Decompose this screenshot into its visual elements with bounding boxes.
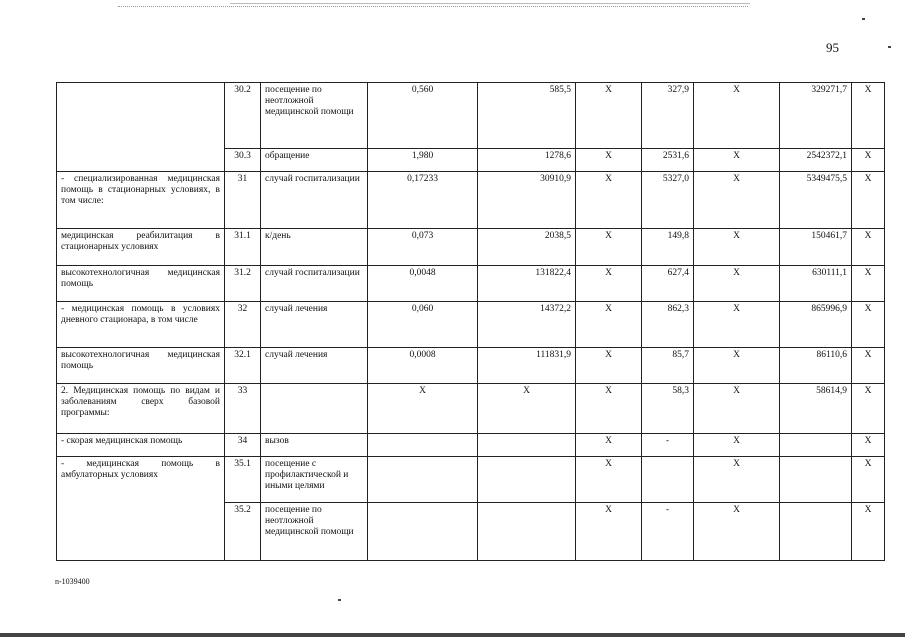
row-unit: случай госпитализации bbox=[261, 172, 368, 229]
cell-v1 bbox=[368, 503, 478, 561]
cell-v5: X bbox=[694, 229, 780, 266]
cell-v6: 329271,7 bbox=[780, 83, 852, 149]
table-row bbox=[57, 434, 885, 457]
row-number: 31 bbox=[225, 172, 261, 229]
cell-v4: 5327,0 bbox=[642, 172, 694, 229]
cell-v6: 865996,9 bbox=[780, 302, 852, 348]
cell-v6: 630111,1 bbox=[780, 266, 852, 302]
cell-v2: 1278,6 bbox=[478, 149, 576, 172]
table-row bbox=[57, 172, 885, 229]
cell-v3: X bbox=[576, 384, 642, 434]
footer-code: n-1039400 bbox=[55, 577, 90, 586]
row-unit: посещение по неотложной медицинской помощи bbox=[261, 83, 368, 149]
cell-v1: X bbox=[368, 384, 478, 434]
table-row bbox=[57, 457, 885, 503]
cell-v3: X bbox=[576, 83, 642, 149]
cell-v3: X bbox=[576, 229, 642, 266]
cell-v2: 14372,2 bbox=[478, 302, 576, 348]
cell-v7: X bbox=[852, 172, 885, 229]
cell-v1: 0,0008 bbox=[368, 348, 478, 384]
cell-v7: X bbox=[852, 457, 885, 503]
cell-v6: 2542372,1 bbox=[780, 149, 852, 172]
cell-v4: 58,3 bbox=[642, 384, 694, 434]
row-number: 32.1 bbox=[225, 348, 261, 384]
cell-v3: X bbox=[576, 457, 642, 503]
table-row bbox=[57, 83, 885, 149]
cell-v2: 2038,5 bbox=[478, 229, 576, 266]
cell-v6: 58614,9 bbox=[780, 384, 852, 434]
cell-v2 bbox=[478, 457, 576, 503]
cell-v1: 0,060 bbox=[368, 302, 478, 348]
cell-v6: 150461,7 bbox=[780, 229, 852, 266]
cell-v7: X bbox=[852, 302, 885, 348]
row-name: - медицинская помощь в условиях дневного стационара, в том числе bbox=[57, 302, 225, 348]
cell-v2: 30910,9 bbox=[478, 172, 576, 229]
cell-v3: X bbox=[576, 266, 642, 302]
table-row bbox=[57, 302, 885, 348]
cell-v3: X bbox=[576, 434, 642, 457]
row-unit: посещение по неотложной медицинской помощи bbox=[261, 503, 368, 561]
scan-artifact-dotted bbox=[118, 6, 748, 7]
cell-v4: - bbox=[642, 503, 694, 561]
cell-v5: X bbox=[694, 172, 780, 229]
cell-v6: 86110,6 bbox=[780, 348, 852, 384]
cell-v7: X bbox=[852, 348, 885, 384]
scan-speck bbox=[888, 46, 891, 48]
cell-v5: X bbox=[694, 434, 780, 457]
row-unit bbox=[261, 384, 368, 434]
cell-v4: 149,8 bbox=[642, 229, 694, 266]
cell-v1: 0,17233 bbox=[368, 172, 478, 229]
cell-v3: X bbox=[576, 302, 642, 348]
row-name: - специализированная медицинская помощь в стационарных условиях, в том числе: bbox=[57, 172, 225, 229]
cell-v2 bbox=[478, 503, 576, 561]
cell-v7: X bbox=[852, 83, 885, 149]
cell-v4 bbox=[642, 457, 694, 503]
table-row bbox=[57, 348, 885, 384]
cell-v6 bbox=[780, 503, 852, 561]
row-number: 35.2 bbox=[225, 503, 261, 561]
cell-v4: - bbox=[642, 434, 694, 457]
cell-v7: X bbox=[852, 266, 885, 302]
row-name bbox=[57, 83, 225, 172]
scan-artifact-bottom bbox=[0, 633, 905, 637]
row-number: 31.2 bbox=[225, 266, 261, 302]
cell-v6 bbox=[780, 457, 852, 503]
scan-artifact-top bbox=[230, 3, 750, 4]
row-number: 33 bbox=[225, 384, 261, 434]
row-unit: к/день bbox=[261, 229, 368, 266]
cell-v1: 0,073 bbox=[368, 229, 478, 266]
row-number: 30.2 bbox=[225, 83, 261, 149]
row-name: высокотехнологичная медицинская помощь bbox=[57, 266, 225, 302]
table-row bbox=[57, 266, 885, 302]
row-number: 32 bbox=[225, 302, 261, 348]
cell-v1 bbox=[368, 434, 478, 457]
cell-v3: X bbox=[576, 348, 642, 384]
cell-v2: 131822,4 bbox=[478, 266, 576, 302]
cell-v5: X bbox=[694, 302, 780, 348]
row-unit: посещение с профилактической и иными целями bbox=[261, 457, 368, 503]
cell-v1: 0,0048 bbox=[368, 266, 478, 302]
cell-v7: X bbox=[852, 149, 885, 172]
cell-v2: X bbox=[478, 384, 576, 434]
row-number: 31.1 bbox=[225, 229, 261, 266]
cell-v1: 1,980 bbox=[368, 149, 478, 172]
row-name: высокотехнологичная медицинская помощь bbox=[57, 348, 225, 384]
cell-v7: X bbox=[852, 229, 885, 266]
cell-v3: X bbox=[576, 149, 642, 172]
row-unit: случай лечения bbox=[261, 348, 368, 384]
cell-v5: X bbox=[694, 348, 780, 384]
cell-v3: X bbox=[576, 172, 642, 229]
cell-v5: X bbox=[694, 503, 780, 561]
cell-v4: 862,3 bbox=[642, 302, 694, 348]
row-name: - медицинская помощь в амбулаторных условиях bbox=[57, 457, 225, 561]
cell-v5: X bbox=[694, 384, 780, 434]
table-row bbox=[57, 384, 885, 434]
cell-v1: 0,560 bbox=[368, 83, 478, 149]
cell-v3: X bbox=[576, 503, 642, 561]
cell-v1 bbox=[368, 457, 478, 503]
cell-v2: 111831,9 bbox=[478, 348, 576, 384]
row-unit: случай лечения bbox=[261, 302, 368, 348]
cell-v5: X bbox=[694, 266, 780, 302]
cell-v4: 2531,6 bbox=[642, 149, 694, 172]
cell-v7: X bbox=[852, 384, 885, 434]
row-name: медицинская реабилитация в стационарных условиях bbox=[57, 229, 225, 266]
cell-v5: X bbox=[694, 457, 780, 503]
row-unit: вызов bbox=[261, 434, 368, 457]
page-number: 95 bbox=[826, 40, 839, 55]
row-number: 34 bbox=[225, 434, 261, 457]
cell-v2: 585,5 bbox=[478, 83, 576, 149]
row-name: - скорая медицинская помощь bbox=[57, 434, 225, 457]
cell-v4: 327,9 bbox=[642, 83, 694, 149]
scan-speck bbox=[862, 18, 865, 20]
table-row bbox=[57, 229, 885, 266]
cell-v4: 627,4 bbox=[642, 266, 694, 302]
cell-v6: 5349475,5 bbox=[780, 172, 852, 229]
cell-v2 bbox=[478, 434, 576, 457]
cell-v7: X bbox=[852, 434, 885, 457]
cell-v4: 85,7 bbox=[642, 348, 694, 384]
data-table bbox=[56, 82, 885, 561]
row-number: 30.3 bbox=[225, 149, 261, 172]
cell-v5: X bbox=[694, 149, 780, 172]
row-number: 35.1 bbox=[225, 457, 261, 503]
cell-v7: X bbox=[852, 503, 885, 561]
row-name: 2. Медицинская помощь по видам и заболеваниям сверх базовой программы: bbox=[57, 384, 225, 434]
cell-v5: X bbox=[694, 83, 780, 149]
scan-speck bbox=[338, 599, 341, 601]
row-unit: случай госпитализации bbox=[261, 266, 368, 302]
row-unit: обращение bbox=[261, 149, 368, 172]
cell-v6 bbox=[780, 434, 852, 457]
